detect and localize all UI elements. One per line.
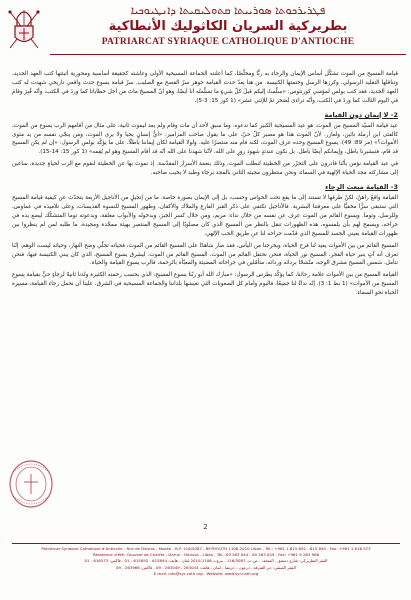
paragraph-5: المسيح القائم من بين الأموات يعيد لنا فرح الحياة، ويخرجنا من اليأس، فقد صار شاهدًا على المسيح القائم من الموت، فحياته تجلّي وضح النهار، وحياته ليست الوهم. إنّنا نعرف أنه آتٍ ينير حياة الفجر، المسيح نور الحياة، فنحن نحتفل القائم من الموت، المسيح القائم من الموت. ليشرق يسوع المسيح، الذي كان يبني الكنيسة فيها، فنحن نتأمل، شمس المسيح مشرق الوجه، متّشحًا بردائه وردائه، متأمّلين في جراحاته المضيئة والمعبّأة بالرحمة، فالرب يسوع القيامة والحياة. [12,242,398,267]
footer-divider [12,543,400,544]
letterhead-titles [52,4,404,47]
footer-summer-residence-ar: المقر الصيفي: دير الشرفة - درعون - حريصا - لبنان - هاتف: 263044 - 263049 - 09 - فاكس: 263966 - 09 [116,564,296,570]
paragraph-4: القيامة واقعٌ راهنٌ، لكنّ طرقها لا تستند إلى ما يقع تحت الحواس وحسب، بل إلى الإيمان بصورة خاصة. ما من إنجيلٍ من الأناجيل الأربعة يتحدّث عن كيفية قيامة المسيح التي ستبقى سرًّا مخفيًّا على معرفتنا البشرية. فالأناجيل تكتفي على ذكر القبر الفارغ والملاك والأكفان، وظهور المسيح للنسوة القديسات، وعلى تلاميذه في عماوس، وللرسل، وتوما. ويسوع القائم من الموت عرف عن نفسه من خلال نداء: مريم، ومن خلال كسر الخبز، وبدخوله والأبواب مغلقة، وبدعوته توما المتشكّك ليضع يده في جراحه، ويسمح لهم بأن يلمسوه، هذه الظهورات تنقل بالنظر من المسيح الذي كان مصلوبًا إلى المسيح المنتصر بهيئة ممجّدة ومجيدة، ما طلبه لمن لم ينظروا بين ظهورات القيامة بعيني الجسد للمسيح الذي قدّمت جراحه لنا عن طريق الحب الإلهي. [12,195,398,237]
official-seal-stamp [7,458,55,510]
section-heading-3: 3- القيامة مبعث الرجاء [325,183,398,192]
paragraph-2: عيد قيامة السيّد المسيح من الموت، هو عيد المسيحية الكبير كما ندعوه. وما سبق لأحد أن مات وقام ولم يعد ليموت ثانية، على مثال من أقامهم الرب يسوع من الموت، كالفتى ابن أرملة نائين، ولعازر. لأنّ الموت هذا هو مصير كلّ حيّ، على ما يقول صاحب المزامير: «أيُّ إنسانٍ يحيا ولا يرى الموت، ومن ينجّي نفسه من يد مثوى الأموات؟» (مز 89: 49). يسوع المسيح وحده عرف الموت، لكنه قام منه منتصرًا عليه. ولولا القيامة لكان إيماننا باطلًا، على ما يؤكّد بولس الرسول: «إن لم يكن المسيح قد قام، فتبشيرنا باطل، وإيمانكم أيضًا باطل. بل نكون عندئذٍ شهود زورٍ على الله، لأنّنا شهدنا على الله أنّه قد أقام المسيح وهو لم يُقِمه» (1 كور 15: 14-15). [12,122,398,156]
footer-summer-residence-fr: Résidence d'été: Couvent de Charfet - Darun - Harissa - Liban - Tél.: 09 263 044 - 09 263 049 - Fax: +961 9 263 966 [92,552,320,558]
letterhead-footer [12,546,400,577]
patriarchal-crest-icon [4,4,44,52]
letter-body [12,70,398,301]
footer-address-fr: Patriarcat Syriaque Catholique d'Antioche - Rue de Damas - Mosée - B.P. 116/5087 - BEYROUTH 1106-2010 Liban - Tél.: +961 1 615 892 - 615 894 - Fax: +961 1 616 573 [41,546,371,551]
letterhead [0,0,411,58]
arabic-title: بطريركية السريان الكاثوليك الأنطاكية [108,19,348,34]
section-heading-2: 2- لا إيمان دون القيامة [324,110,398,119]
page-number: 2 [203,523,208,531]
header-divider [50,54,406,55]
syriac-title: ܦܛܪܝܪܟܘܬܐ ܣܘܪܝܝܬܐ ܩܬܘܠܝܩܝܬܐ ܕܐܢܛܝܘܟܝܐ [130,4,326,17]
paragraph-6: القيامة المسيح من بين الأموات علامة رجائنا، كما يؤكّد بطرس الرسول: «مبارك الله أبو ربّنا يسوع المسيح، الذي بحسب رحمته الكثيرة ولدنا ثانيةً لرجاءٍ حيٍّ بقيامة يسوع المسيح من الأموات» (1 بط 1: 3). إنّه نداءٌ لنا جميعًا، فاليوم وأمام كل الصعوبات التي تعيشها بلداننا والجماعة المسيحية في الشرق، علينا أن نحمل رجاء القيامة، مسيرة الحياة نحو السماء. [12,272,398,297]
paragraph-1: قيامة المسيح من الموت تشكّل أساس الإيمان والرجاء به ربًّا ومخلّصًا، كما أعلنته الجماعة المسيحية الأولى وعاشته كحقيقة أساسية ومحورية أثبتتها كتب العهد الجديد، وتناقلها التقليد الرسولي، وكرزها الرسل وختمتها الكنيسة. من هنا يعدّ حدث القيامة جوهر سرّ الفصح مع الصليب. سرّ قيامة يسوع حدث واقعي تاريخي شهدت له كتب العهد الجديد، فقد كتب بولس لمؤمني كورنثوس: «سلّمتُ إليكم قبلَ كلّ شيءٍ ما تسلّمتُه أنا أيضًا، وهو أنّ المسيحَ ماتَ من أجل خطايانا كما وردَ في الكتب، وأنّه قُبِرَ وقامَ في اليوم الثالث كما وردَ في الكتب، وأنّه تراءى لِصَخر ثمّ للإثني عشر» (1 كور 15: 3-5). [12,71,398,104]
footer-address-ar: المقر البطريركي: شارع دمشق - المتحف - ص.ب. 116/5087 - بيروت 1106-2010 لبنان - هاتف: 615894 - 615892 - 01 - فاكس: 616573 - 01 [84,558,328,564]
paragraph-3: في عيد القيامة نؤمن بأنّنا قادرون على التحرّر من الخطيئة لنطلب الموت، وذلك بنعمة الأسرار المقدّسة. إذ نموت بها عن الخطيئة لنقوم مع الرب لحياةٍ جديدة، ساعين إلى مشاركته مجد الحياة الإلهية في السماء، ونحن منتظرون مجيئه الثاني بالمجد برجاء وطيد لا يخيب صاحبه. [12,161,398,177]
footer-contact: E-mail: info@syr-cath.org - Website: www.syr-cath.org [153,570,259,576]
french-title: PATRIARCAT SYRIAQUE CATHOLIQUE D'ANTIOCHE [101,37,355,47]
